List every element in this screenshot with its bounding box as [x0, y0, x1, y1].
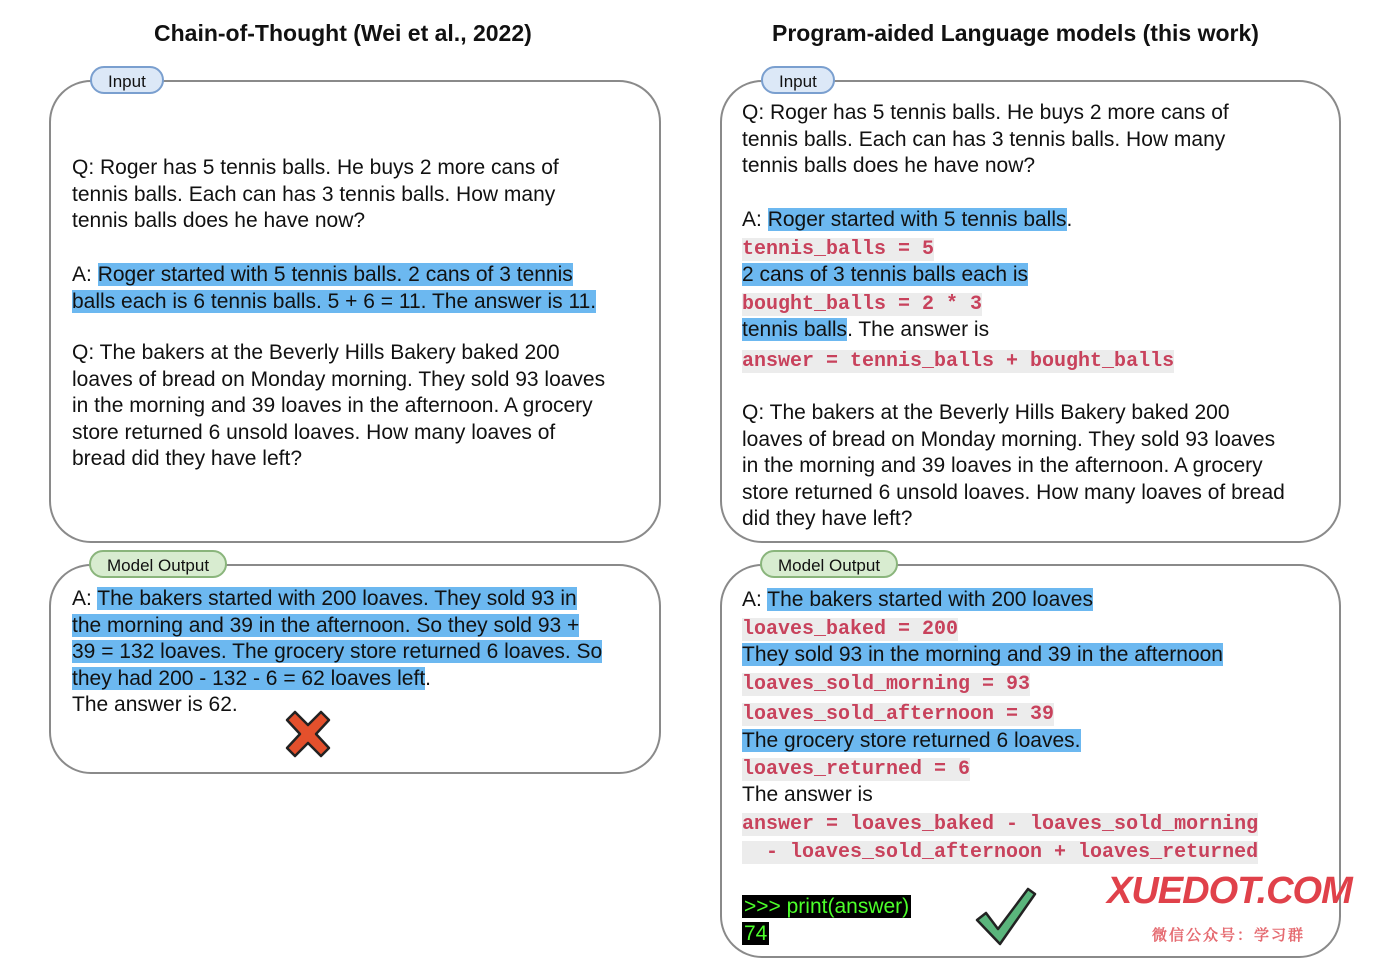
right-answer-line-3: tennis balls. The answer is [742, 318, 990, 341]
red-cross-icon [283, 710, 333, 758]
right-question-2: Q: The bakers at the Beverly Hills Bakery baked 200 loaves of bread on Monday morning. They sold 93 loaves in the morning and 39 loaves in the afternoon. A grocery store returned 6 unsold loaves. How many loaves of bread did they have left? [742, 401, 1285, 530]
right-code-line-1: tennis_balls = 5 [742, 238, 935, 261]
right-output-code-6: - loaves_sold_afternoon + loaves_returned [742, 841, 1259, 864]
right-output-code-5: answer = loaves_baked - loaves_sold_morning [742, 813, 1259, 836]
green-check-icon [974, 886, 1038, 948]
terminal-command: >>> print(answer) [744, 895, 910, 918]
right-output-code-4: loaves_returned = 6 [742, 758, 971, 781]
left-output-tag: Model Output [89, 550, 227, 578]
left-title: Chain-of-Thought (Wei et al., 2022) [154, 20, 532, 46]
watermark-subtitle: 微信公众号：学习群 [1152, 927, 1306, 944]
right-output-code-2: loaves_sold_morning = 93 [742, 673, 1031, 696]
right-title: Program-aided Language models (this work) [772, 20, 1259, 46]
left-output-panel [49, 564, 661, 774]
right-output-panel [720, 564, 1352, 958]
right-output-code-3: loaves_sold_afternoon = 39 [742, 703, 1055, 726]
right-code-line-2: bought_balls = 2 * 3 [742, 293, 983, 316]
left-input-tag: Input [90, 66, 164, 94]
right-output-line-3: The grocery store returned 6 loaves. [742, 729, 1081, 752]
right-output-code-1: loaves_baked = 200 [742, 618, 959, 641]
right-output-tag: Model Output [760, 550, 898, 578]
right-output-line-1: A: The bakers started with 200 loaves [742, 588, 1093, 611]
left-question-2: Q: The bakers at the Beverly Hills Bakery baked 200 loaves of bread on Monday morning. They sold 93 loaves in the morning and 39 loaves in the afternoon. A grocery store returned 6 unsold loaves. How many loaves of bread did they have left? [72, 341, 606, 470]
watermark-logo: XUEDOT.COM [1107, 870, 1352, 912]
right-output-line-2: They sold 93 in the morning and 39 in the afternoon [742, 643, 1223, 666]
left-input-panel [49, 80, 661, 543]
right-code-line-3: answer = tennis_balls + bought_balls [742, 350, 1175, 373]
right-output-line-4: The answer is [742, 783, 873, 806]
left-answer-1: A: Roger started with 5 tennis balls. 2 cans of 3 tennis balls each is 6 tennis balls. 5 + 6 = 11. The answer is 11. [72, 263, 597, 313]
left-question-1: Q: Roger has 5 tennis balls. He buys 2 more cans of tennis balls. Each can has 3 tennis balls. How many tennis balls does he have now? [72, 156, 559, 232]
right-answer-line-1: A: Roger started with 5 tennis balls. [742, 208, 1073, 231]
right-input-tag: Input [761, 66, 835, 94]
right-input-panel [720, 80, 1341, 543]
right-answer-line-2: 2 cans of 3 tennis balls each is [742, 263, 1029, 286]
left-model-answer: A: The bakers started with 200 loaves. They sold 93 in the morning and 39 in the afternoon. So they sold 93 + 39 = 132 loaves. The grocery store returned 6 loaves. So they had 200 - 132 - 6 = 62 loaves left. The answer is 62. [72, 587, 603, 716]
terminal-output: 74 [744, 922, 768, 945]
right-question-1: Q: Roger has 5 tennis balls. He buys 2 more cans of tennis balls. Each can has 3 tennis balls. How many tennis balls does he have now? [742, 101, 1229, 177]
